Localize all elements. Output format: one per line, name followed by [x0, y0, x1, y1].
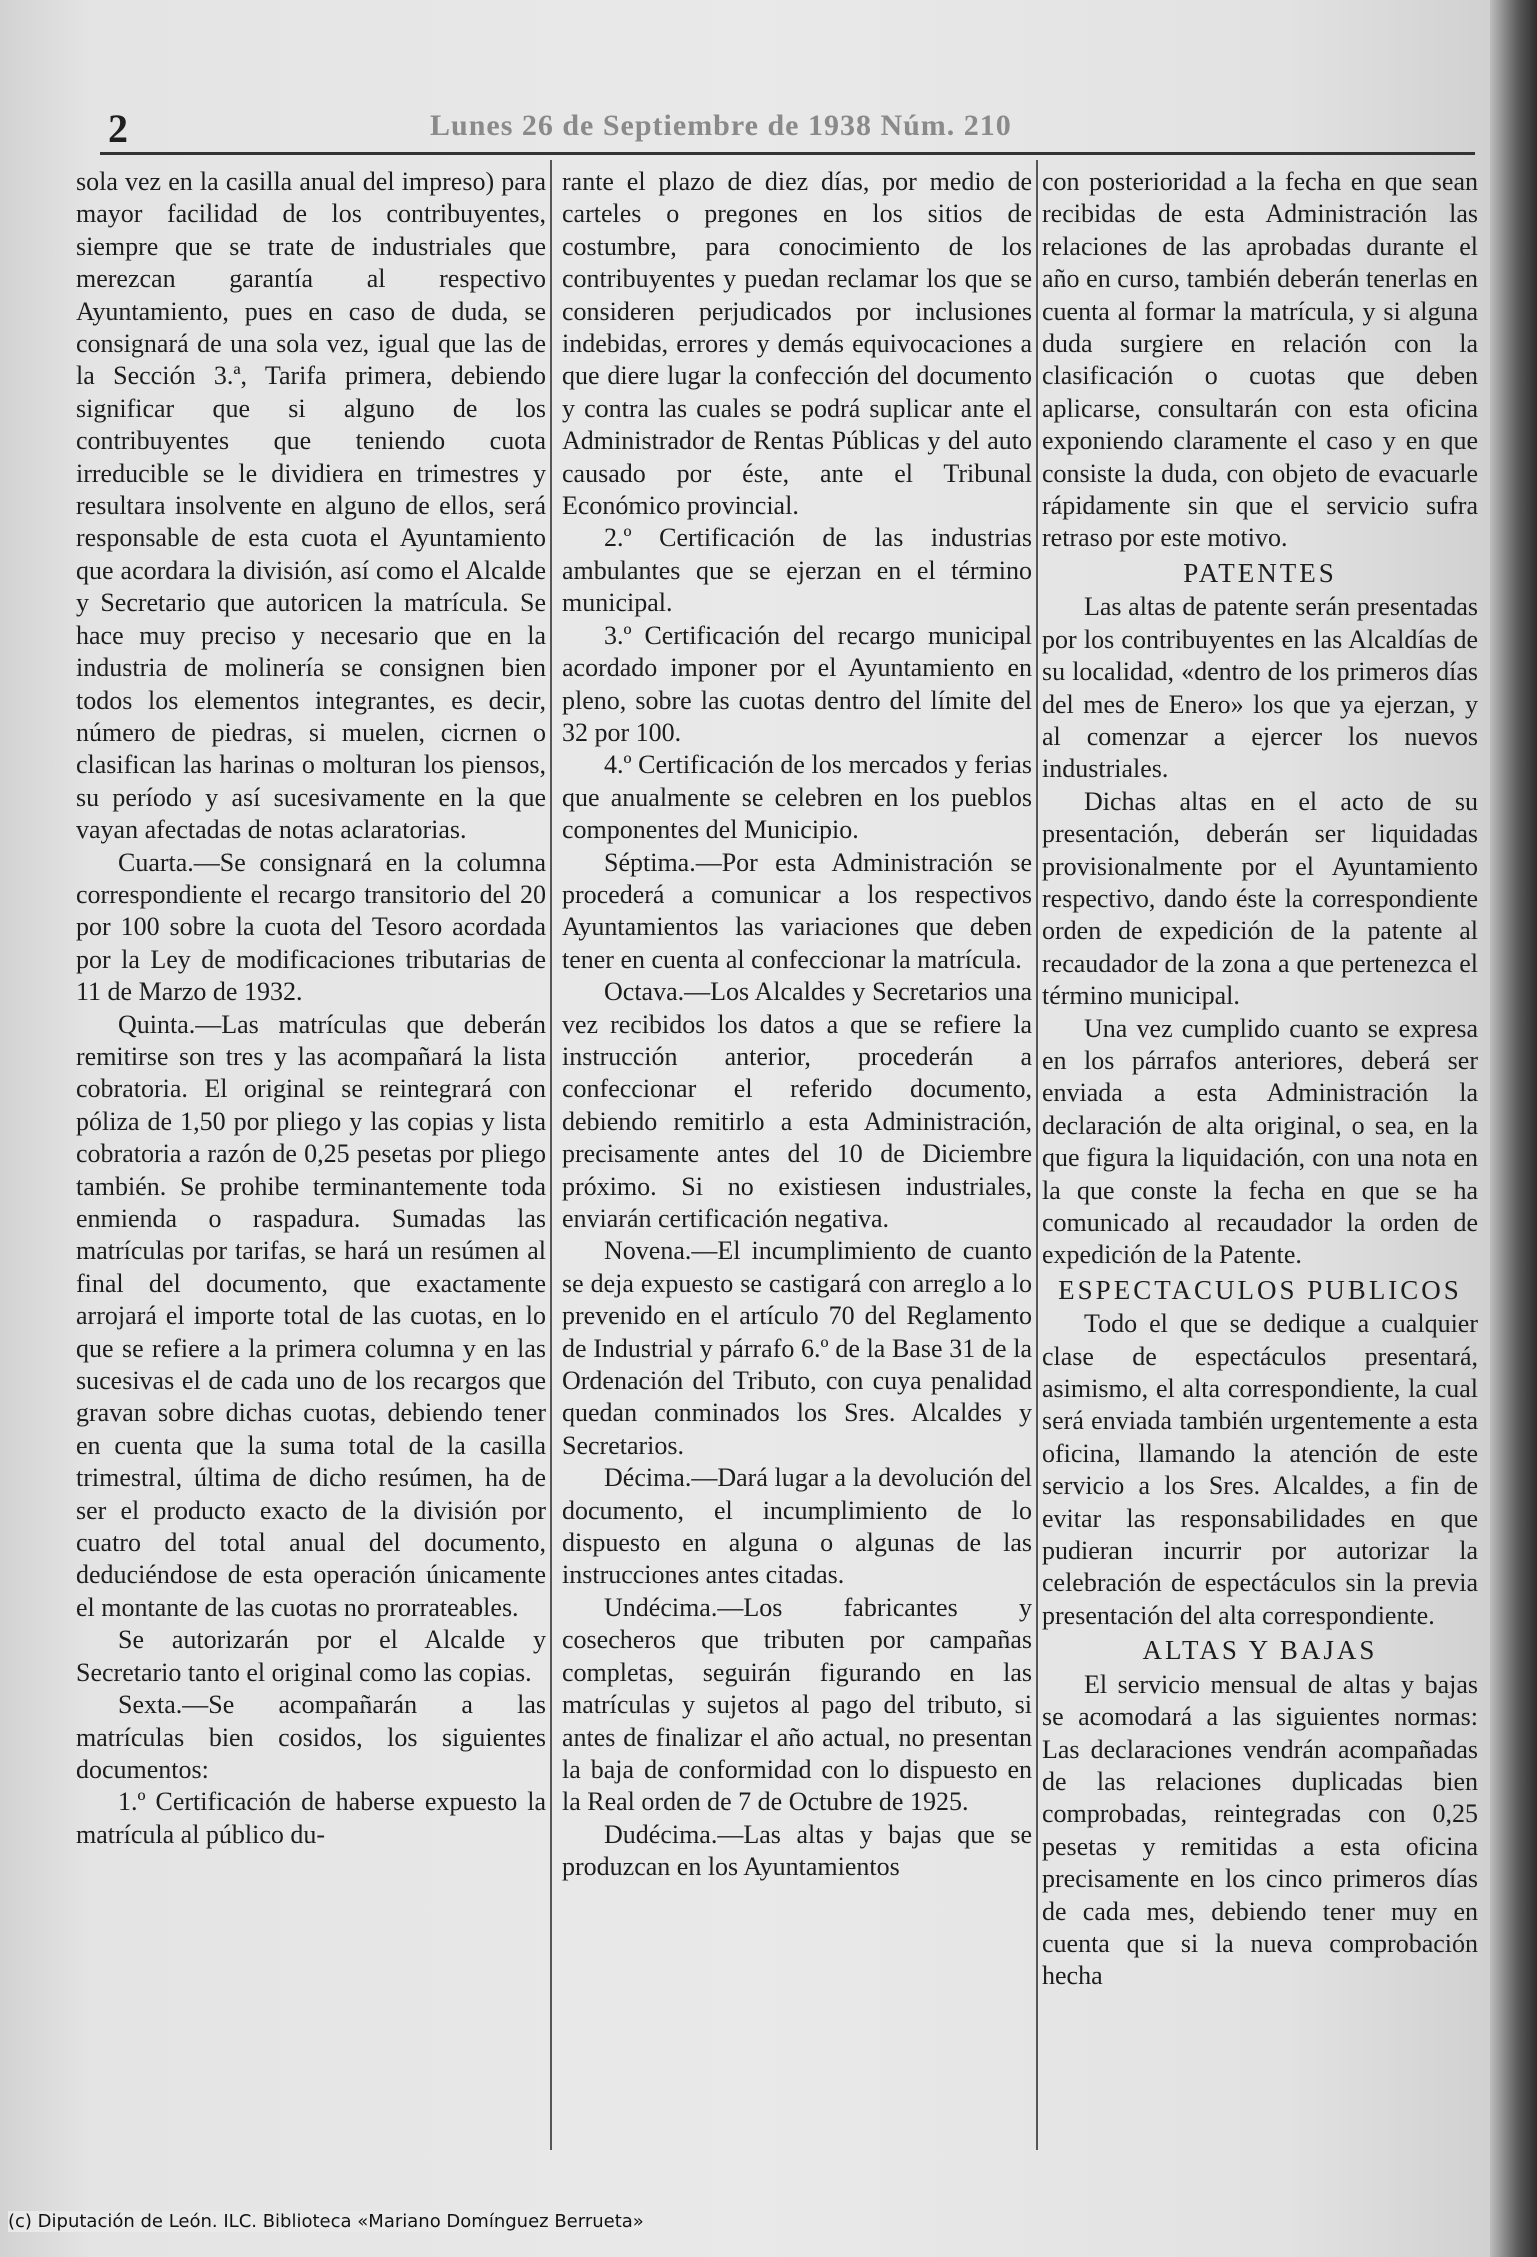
col2-paragraph: Dudécima.—Las altas y bajas que se produzcan en los Ayuntamientos	[562, 1819, 1032, 1882]
running-header	[100, 95, 1480, 155]
col2-paragraph: Novena.—El incumplimiento de cuanto se deja expuesto se castigará con arreglo a lo prevenido en el artículo 70 del Reglamento de Industrial y párrafo 6.º de la Base 31 de la Ordenación del Tributo, con cuya penalidad quedan conminados los Sres. Alcaldes y Secretarios.	[562, 1236, 1032, 1460]
col2-paragraph: 4.º Certificación de los mercados y ferias que anualmente se celebren en los pueblos componentes del Municipio.	[562, 750, 1032, 845]
col3-paragraph: Todo el que se dedique a cualquier clase de espectáculos presentará, asimismo, el alta correspondiente, la cual será enviada también urgentemente a esta oficina, llamando la atención de este servicio a los Sres. Alcaldes, a fin de evitar las responsabilidades en que pudieran incurrir por autorizar la celebración de espectáculos sin la previa presentación del alta correspondiente.	[1042, 1309, 1478, 1630]
col2-paragraph: 2.º Certificación de las industrias ambulantes que se ejerzan en el término municipal.	[562, 523, 1032, 618]
col1-paragraph: Cuarta.—Se consignará en la columna correspondiente el recargo transitorio del 20 por 100 sobre la cuota del Tesoro acordada por la Ley de modificaciones tributarias de 11 de Marzo de 1932.	[76, 847, 546, 1007]
col2-paragraph: Octava.—Los Alcaldes y Secretarios una vez recibidos los datos a que se refiere la instrucción anterior, procederán a confeccionar el referido documento, debiendo remitirlo a esta Administración, precisamente antes del 10 de Diciembre próximo. Si no existiesen industriales, enviarán certificación negativa.	[562, 977, 1032, 1233]
column-3	[1042, 166, 1478, 1993]
section-heading-altas-bajas: ALTAS Y BAJAS	[1142, 1635, 1378, 1666]
running-head-text: Lunes 26 de Septiembre de 1938 Núm. 210	[430, 109, 1012, 142]
section-heading-patentes: PATENTES	[1183, 557, 1337, 588]
col3-paragraph: Las altas de patente serán presentadas por los contribuyentes en las Alcaldías de su localidad, «dentro de los primeros días del mes de Enero» los que ya ejerzan, y al comenzar a ejercer los nuevos industriales.	[1042, 592, 1478, 784]
col2-paragraph: Décima.—Dará lugar a la devolución del documento, el incumplimiento de lo dispuesto en alguna o algunas de las instrucciones antes citadas.	[562, 1463, 1032, 1590]
page-edge-shadow	[1490, 0, 1537, 2257]
col1-paragraph: Quinta.—Las matrículas que deberán remitirse son tres y las acompañará la lista cobratoria. El original se reintegrará con póliza de 1,50 por pliego y las copias y lista cobratoria a razón de 0,25 pesetas por pliego también. Se prohibe terminantemente toda enmienda o raspadura. Sumadas las matrículas por tarifas, se hará un resúmen al final del documento, que exactamente arrojará el importe total de las cuotas, en lo que se refiere a la primera columna y en las sucesivas el de cada uno de los recargos que gravan sobre dichas cuotas, debiendo tener en cuenta que la suma total de la casilla trimestral, última de dicho resúmen, ha de ser el producto exacto de la división por cuatro del total anual del documento, deduciéndose de esta operación únicamente el montante de las cuotas no prorrateables.	[76, 1009, 546, 1622]
column-rule-1	[550, 160, 552, 2150]
col1-paragraph: 1.º Certificación de haberse expuesto la matrícula al público du-	[76, 1787, 546, 1849]
col1-paragraph: Sexta.—Se acompañarán a las matrículas bien cosidos, los siguientes documentos:	[76, 1690, 546, 1784]
col1-paragraph: Se autorizarán por el Alcalde y Secretario tanto el original como las copias.	[76, 1625, 546, 1687]
section-heading-espectaculos: ESPECTACULOS PUBLICOS	[1058, 1274, 1462, 1305]
copyright-credit: (c) Diputación de León. ILC. Biblioteca «Mariano Domínguez Berrueta»	[8, 2211, 644, 2232]
col2-paragraph: Séptima.—Por esta Administración se procederá a comunicar a los respectivos Ayuntamientos las variaciones que deben tener en cuenta al confeccionar la matrícula.	[562, 847, 1032, 974]
col3-paragraph: Dichas altas en el acto de su presentación, deberán ser liquidadas provisionalmente por el Ayuntamiento respectivo, dando éste la correspondiente orden de expedición de la patente al recaudador de la zona a que pertenezca el término municipal.	[1042, 786, 1478, 1011]
col2-paragraph: 3.º Certificación del recargo municipal acordado imponer por el Ayuntamiento en pleno, sobre las cuotas dentro del límite del 32 por 100.	[562, 620, 1032, 747]
col2-paragraph: rante el plazo de diez días, por medio de carteles o pregones en los sitios de costumbre, para conocimiento de los contribuyentes y puedan reclamar los que se consideren perjudicados por inclusiones indebidas, errores y demás equivocaciones a que diere lugar la confección del documento y contra las cuales se podrá suplicar ante el Administrador de Rentas Públicas y del auto causado por éste, ante el Tribunal Económico provincial.	[562, 167, 1032, 521]
header-rule	[100, 152, 1475, 155]
column-2	[562, 166, 1032, 1884]
col3-paragraph: El servicio mensual de altas y bajas se acomodará a las siguientes normas: Las declaraciones vendrán acompañadas de las relaciones duplicadas bien comprobadas, reintegradas con 0,25 pesetas y remitidas a esta oficina precisamente en los cinco primeros días de cada mes, debiendo tener muy en cuenta que si la nueva comprobación hecha	[1042, 1669, 1478, 1991]
col3-paragraph: Una vez cumplido cuanto se expresa en los párrafos anteriores, deberá ser enviada a esta Administración la declaración de alta original, o sea, en la que figura la liquidación, con una nota en la que conste la fecha en que se ha comunicado al recaudador la orden de expedición de la Patente.	[1042, 1013, 1478, 1270]
column-rule-2	[1036, 160, 1038, 2150]
col3-paragraph: con posterioridad a la fecha en que sean recibidas de esta Administración las relaciones de las aprobadas durante el año en curso, también deberán tenerlas en cuenta al formar la matrícula, y si alguna duda surgiere en relación con la clasificación o cuotas que deben aplicarse, consultarán con esta oficina exponiendo claramente el caso y en que consiste la duda, con objeto de evacuarle rápidamente sin que el servicio sufra retraso por este motivo.	[1042, 167, 1478, 553]
col1-paragraph: sola vez en la casilla anual del impreso) para mayor facilidad de los contribuyentes, siempre que se trate de industriales que merezcan garantía al respectivo Ayuntamiento, pues en caso de duda, se consignará de una sola vez, igual que las de la Sección 3.ª, Tarifa primera, debiendo significar que si alguno de los contribuyentes que teniendo cuota irreducible se le dividiera en trimestres y resultara insolvente en alguno de ellos, será responsable de esta cuota el Ayuntamiento que acordara la división, así como el Alcalde y Secretario que autoricen la matrícula. Se hace muy preciso y necesario que en la industria de molinería se consignen bien todos los elementos integrantes, es decir, número de piedras, si muelen, cicrnen o clasifican las harinas o molturan los piensos, su período y así sucesivamente en la que vayan afectadas de notas aclaratorias.	[76, 167, 546, 845]
column-1	[76, 166, 546, 1851]
col2-paragraph: Undécima.—Los fabricantes y cosecheros que tributen por campañas completas, seguirán figurando en las matrículas y sujetos al pago del tributo, si antes de finalizar el año actual, no presentan la baja de conformidad con lo dispuesto en la Real orden de 7 de Octubre de 1925.	[562, 1592, 1032, 1817]
page-number: 2	[108, 106, 128, 151]
